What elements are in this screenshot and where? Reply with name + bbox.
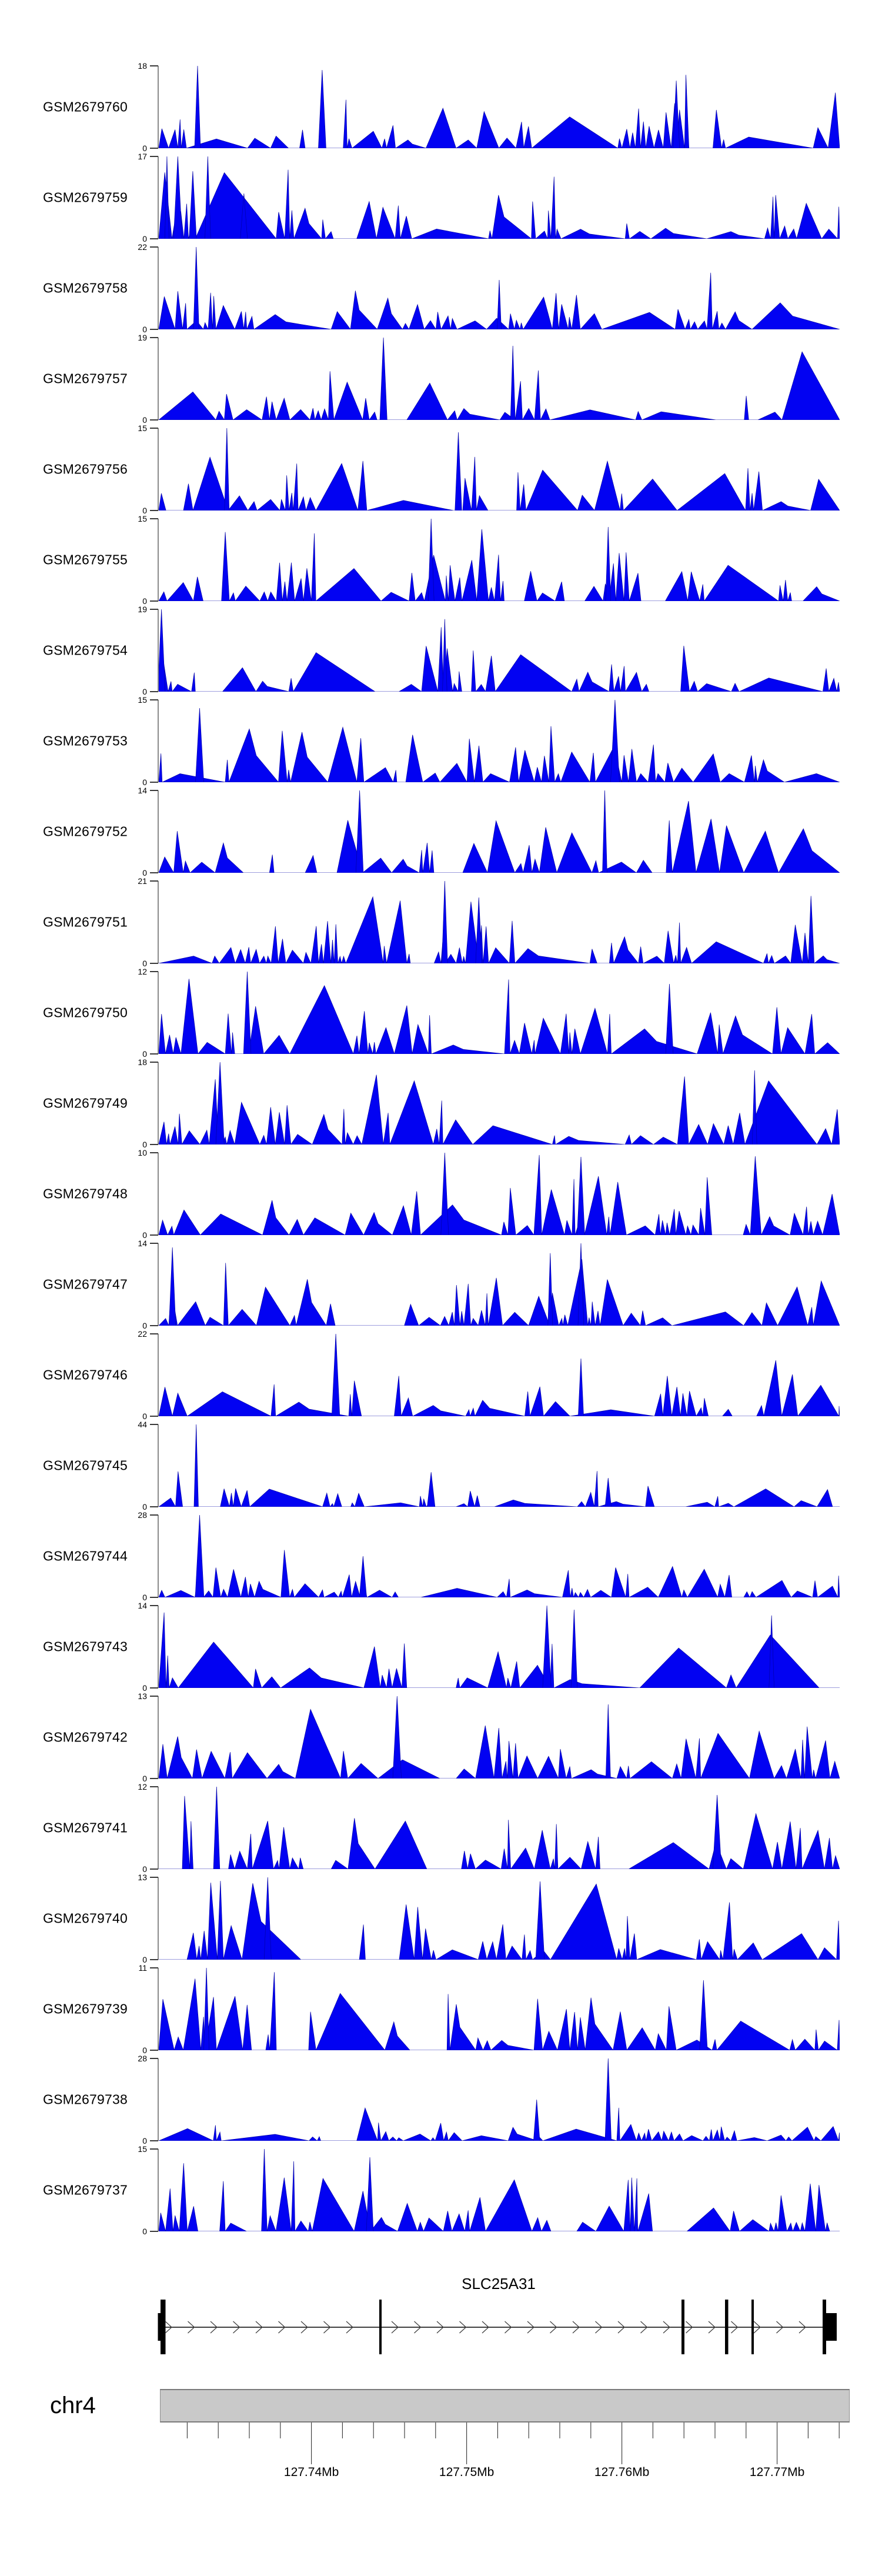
y-axis-zero-label: 0	[142, 1774, 147, 1783]
y-axis-max-label: 21	[138, 876, 147, 886]
gene-model-track	[0, 2267, 882, 2370]
chromosome-label: chr4	[50, 2393, 96, 2418]
track-label: GSM2679753	[43, 733, 128, 749]
y-axis-zero-tick	[150, 329, 158, 330]
track-label: GSM2679750	[43, 1005, 128, 1020]
y-axis-top-tick	[150, 1605, 158, 1606]
coverage-area-plot	[159, 1787, 840, 1869]
coverage-area-plot	[159, 790, 840, 873]
coverage-peak	[204, 1968, 209, 2050]
coverage-peak	[393, 1696, 402, 1778]
track-label: GSM2679756	[43, 461, 128, 477]
coverage-peak	[264, 1877, 271, 1960]
coverage-peak	[195, 66, 201, 148]
coverage-peak	[380, 338, 387, 420]
signal-track	[0, 1420, 882, 1511]
track-label: GSM2679737	[43, 2182, 128, 2198]
signal-track	[0, 1963, 882, 2055]
coverage-peak	[359, 1556, 366, 1597]
y-axis-max-label: 15	[138, 423, 147, 433]
ruler-tick-marks	[0, 2422, 882, 2468]
y-axis-zero-label: 0	[142, 144, 147, 153]
y-axis-max-label: 15	[138, 2144, 147, 2154]
y-axis-top-tick	[150, 1243, 158, 1244]
coverage-polygon	[159, 75, 840, 148]
track-label: GSM2679739	[43, 2001, 128, 2017]
coverage-area-plot	[159, 1877, 840, 1960]
coverage-peak	[205, 156, 211, 239]
coverage-area-plot	[159, 881, 840, 963]
signal-track	[0, 1148, 882, 1240]
y-axis-max-label: 19	[138, 333, 147, 342]
y-axis-max-label: 28	[138, 1510, 147, 1520]
coverage-area-plot	[159, 1062, 840, 1144]
y-axis-zero-label: 0	[142, 415, 147, 425]
coverage-polygon	[159, 1075, 840, 1145]
coverage-peak	[713, 1795, 721, 1869]
y-axis-zero-label: 0	[142, 1864, 147, 1874]
track-label: GSM2679741	[43, 1820, 128, 1836]
coverage-peak	[173, 156, 182, 239]
coverage-peak	[543, 1606, 551, 1688]
coverage-peak	[666, 984, 673, 1054]
y-axis-zero-tick	[150, 1325, 158, 1326]
y-axis-top-tick	[150, 246, 158, 248]
y-axis-top-tick	[150, 609, 158, 610]
coverage-polygon	[159, 1155, 840, 1235]
track-label: GSM2679749	[43, 1095, 128, 1111]
coverage-area-plot	[159, 2058, 840, 2141]
coverage-peak	[752, 1070, 757, 1144]
coverage-polygon	[159, 1709, 840, 1778]
signal-track	[0, 786, 882, 877]
coverage-peak	[225, 428, 229, 510]
track-label: GSM2679760	[43, 99, 128, 115]
coverage-polygon	[159, 801, 840, 873]
y-axis-zero-tick	[150, 419, 158, 421]
coverage-peak	[356, 790, 363, 873]
y-axis-top-tick	[150, 65, 158, 66]
coverage-peak	[606, 1704, 610, 1778]
y-axis-top-tick	[150, 1333, 158, 1334]
signal-track	[0, 1239, 882, 1330]
coverage-area-plot	[159, 1243, 840, 1326]
y-axis-zero-tick	[150, 148, 158, 149]
signal-track	[0, 876, 882, 968]
y-axis-top-tick	[150, 880, 158, 882]
coverage-area-plot	[159, 428, 840, 510]
coverage-polygon	[159, 170, 840, 239]
y-axis-top-tick	[150, 156, 158, 157]
coverage-polygon	[159, 726, 840, 782]
signal-track	[0, 514, 882, 606]
coverage-peak	[536, 1881, 544, 1960]
coverage-polygon	[159, 1550, 840, 1598]
signal-track	[0, 1329, 882, 1421]
y-axis-zero-label: 0	[142, 2046, 147, 2055]
coverage-peak	[510, 346, 515, 420]
y-axis-top-tick	[150, 1152, 158, 1153]
exon-bar	[681, 2300, 684, 2354]
coverage-polygon	[159, 1972, 840, 2050]
coverage-peak	[606, 527, 611, 601]
track-label: GSM2679748	[43, 1186, 128, 1202]
y-axis-max-label: 18	[138, 1057, 147, 1067]
y-axis-max-label: 22	[138, 1329, 147, 1339]
coverage-area-plot	[159, 1515, 840, 1597]
y-axis-zero-tick	[150, 1053, 158, 1055]
coverage-area-plot	[159, 1334, 840, 1416]
coverage-peak	[497, 280, 502, 329]
coverage-area-plot	[159, 66, 840, 148]
y-axis-max-label: 15	[138, 514, 147, 523]
track-label: GSM2679747	[43, 1276, 128, 1292]
y-axis-top-tick	[150, 428, 158, 429]
y-axis-top-tick	[150, 1786, 158, 1787]
y-axis-max-label: 11	[138, 1963, 147, 1973]
y-axis-zero-tick	[150, 600, 158, 602]
coverage-area-plot	[159, 972, 840, 1054]
y-axis-max-label: 44	[138, 1420, 147, 1429]
y-axis-max-label: 19	[138, 605, 147, 614]
y-axis-max-label: 14	[138, 786, 147, 795]
y-axis-max-label: 13	[138, 1691, 147, 1701]
exon-bar	[751, 2300, 754, 2354]
y-axis-zero-tick	[150, 963, 158, 964]
coverage-polygon	[159, 2161, 840, 2231]
y-axis-top-tick	[150, 2058, 158, 2059]
y-axis-zero-tick	[150, 691, 158, 692]
y-axis-zero-label: 0	[142, 2136, 147, 2145]
coverage-polygon	[159, 1613, 840, 1688]
y-axis-top-tick	[150, 518, 158, 519]
exon-utr-box	[158, 2313, 161, 2341]
coverage-peak	[571, 1610, 577, 1688]
y-axis-zero-label: 0	[142, 2227, 147, 2236]
y-axis-zero-label: 0	[142, 1140, 147, 1149]
coverage-peak	[605, 1478, 611, 1507]
coverage-polygon	[159, 1471, 840, 1507]
coverage-peak	[610, 700, 619, 782]
signal-track	[0, 1691, 882, 1783]
coverage-peak	[366, 2157, 373, 2231]
signal-track	[0, 605, 882, 696]
exon-bar	[161, 2300, 166, 2354]
track-label: GSM2679742	[43, 1729, 128, 1745]
y-axis-zero-label: 0	[142, 506, 147, 515]
y-axis-zero-tick	[150, 2231, 158, 2232]
coverage-peak	[159, 609, 165, 692]
track-label: GSM2679755	[43, 552, 128, 568]
track-label: GSM2679745	[43, 1457, 128, 1473]
y-axis-top-tick	[150, 790, 158, 791]
y-axis-zero-label: 0	[142, 234, 147, 243]
y-axis-zero-label: 0	[142, 1049, 147, 1059]
coverage-peak	[195, 1515, 204, 1597]
y-axis-max-label: 18	[138, 61, 147, 71]
y-axis-zero-tick	[150, 1597, 158, 1598]
coordinate-label: 127.76Mb	[594, 2465, 650, 2479]
signal-track	[0, 1873, 882, 1964]
coverage-polygon	[159, 457, 840, 510]
y-axis-zero-tick	[150, 510, 158, 511]
signal-track	[0, 2054, 882, 2145]
coverage-peak	[213, 1787, 220, 1869]
y-axis-top-tick	[150, 337, 158, 338]
track-label: GSM2679746	[43, 1367, 128, 1383]
coverage-peak	[169, 1247, 176, 1326]
chromosome-ideogram-bar	[160, 2389, 850, 2422]
y-axis-zero-label: 0	[142, 1683, 147, 1693]
coverage-peak	[443, 619, 447, 692]
y-axis-zero-tick	[150, 872, 158, 873]
y-axis-top-tick	[150, 1877, 158, 1878]
coverage-peak	[700, 1980, 707, 2050]
y-axis-zero-tick	[150, 1868, 158, 1870]
signal-track	[0, 61, 882, 153]
signal-track	[0, 1782, 882, 1874]
exon-bar	[725, 2300, 729, 2354]
y-axis-zero-label: 0	[142, 325, 147, 334]
coverage-area-plot	[159, 338, 840, 420]
coverage-polygon	[159, 1259, 840, 1326]
y-axis-top-tick	[150, 1514, 158, 1516]
signal-track	[0, 423, 882, 515]
coverage-peak	[189, 171, 196, 239]
signal-track	[0, 333, 882, 425]
y-axis-max-label: 12	[138, 1782, 147, 1791]
y-axis-top-tick	[150, 1062, 158, 1063]
track-label: GSM2679751	[43, 914, 128, 930]
signal-track	[0, 242, 882, 334]
y-axis-max-label: 13	[138, 1873, 147, 1882]
y-axis-zero-tick	[150, 782, 158, 783]
y-axis-top-tick	[150, 1967, 158, 1968]
gene-name-label: SLC25A31	[462, 2275, 536, 2293]
track-label: GSM2679738	[43, 2091, 128, 2107]
coverage-peak	[216, 1062, 224, 1144]
signal-track	[0, 1510, 882, 1602]
y-axis-zero-label: 0	[142, 868, 147, 877]
y-axis-max-label: 17	[138, 152, 147, 161]
y-axis-zero-label: 0	[142, 1502, 147, 1511]
coverage-peak	[442, 881, 448, 963]
coverage-peak	[603, 790, 607, 873]
y-axis-zero-label: 0	[142, 1230, 147, 1240]
coverage-peak	[193, 247, 199, 329]
y-axis-top-tick	[150, 1696, 158, 1697]
coverage-area-plot	[159, 1696, 840, 1778]
signal-track	[0, 152, 882, 243]
y-axis-zero-tick	[150, 1778, 158, 1779]
y-axis-max-label: 10	[138, 1148, 147, 1157]
y-axis-zero-tick	[150, 1144, 158, 1145]
coverage-peak	[427, 1472, 435, 1507]
track-label: GSM2679759	[43, 189, 128, 205]
exon-bar	[823, 2300, 826, 2354]
coverage-polygon	[159, 896, 840, 963]
track-label: GSM2679740	[43, 1910, 128, 1926]
y-axis-max-label: 14	[138, 1239, 147, 1248]
coverage-peak	[578, 1359, 583, 1416]
signal-track	[0, 1057, 882, 1149]
coverage-area-plot	[159, 1606, 840, 1688]
coverage-area-plot	[159, 1153, 840, 1235]
y-axis-zero-tick	[150, 1687, 158, 1689]
coverage-peak	[332, 1334, 340, 1416]
exon-utr-box	[826, 2313, 837, 2341]
y-axis-max-label: 15	[138, 695, 147, 705]
coverage-area-plot	[159, 156, 840, 239]
coverage-polygon	[159, 352, 840, 420]
y-axis-max-label: 12	[138, 967, 147, 976]
y-axis-zero-tick	[150, 1234, 158, 1236]
coverage-peak	[455, 432, 462, 510]
coverage-peak	[262, 2149, 268, 2231]
coverage-area-plot	[159, 700, 840, 782]
y-axis-top-tick	[150, 1424, 158, 1425]
coverage-peak	[196, 708, 204, 782]
y-axis-zero-label: 0	[142, 1593, 147, 1602]
y-axis-zero-label: 0	[142, 959, 147, 968]
y-axis-zero-tick	[150, 1506, 158, 1507]
coverage-peak	[548, 1253, 553, 1326]
coverage-area-plot	[159, 609, 840, 692]
coverage-peak	[194, 1424, 198, 1507]
y-axis-zero-tick	[150, 1959, 158, 1960]
y-axis-top-tick	[150, 699, 158, 700]
y-axis-zero-tick	[150, 2140, 158, 2141]
coverage-polygon	[159, 979, 840, 1054]
coordinate-label: 127.77Mb	[749, 2465, 805, 2479]
track-label: GSM2679754	[43, 642, 128, 658]
coordinate-label: 127.74Mb	[283, 2465, 339, 2479]
coverage-polygon	[159, 1881, 840, 1960]
signal-track	[0, 695, 882, 787]
signal-track	[0, 2144, 882, 2236]
coverage-area-plot	[159, 247, 840, 329]
y-axis-zero-label: 0	[142, 596, 147, 606]
coverage-peak	[243, 972, 251, 1054]
coverage-area-plot	[159, 2149, 840, 2231]
track-label: GSM2679743	[43, 1639, 128, 1654]
coverage-polygon	[159, 529, 840, 601]
y-axis-zero-label: 0	[142, 1955, 147, 1964]
y-axis-zero-label: 0	[142, 1321, 147, 1330]
coverage-peak	[441, 1153, 449, 1235]
exon-bar	[379, 2300, 382, 2354]
coverage-polygon	[159, 628, 840, 692]
y-axis-max-label: 14	[138, 1601, 147, 1610]
coverage-peak	[577, 1157, 585, 1235]
y-axis-zero-tick	[150, 2050, 158, 2051]
y-axis-zero-label: 0	[142, 778, 147, 787]
y-axis-zero-label: 0	[142, 1412, 147, 1421]
track-label: GSM2679758	[43, 280, 128, 296]
y-axis-zero-tick	[150, 238, 158, 239]
signal-track	[0, 967, 882, 1059]
coverage-polygon	[159, 1796, 840, 1869]
signal-track	[0, 1601, 882, 1693]
coverage-peak	[533, 2100, 540, 2141]
coordinate-label: 127.75Mb	[439, 2465, 495, 2479]
track-label: GSM2679752	[43, 823, 128, 839]
coverage-area-plot	[159, 519, 840, 601]
coverage-area-plot	[159, 1424, 840, 1507]
y-axis-zero-tick	[150, 1416, 158, 1417]
coverage-peak	[605, 2058, 612, 2141]
y-axis-top-tick	[150, 971, 158, 972]
y-axis-zero-label: 0	[142, 687, 147, 696]
track-label: GSM2679757	[43, 371, 128, 386]
coverage-peak	[319, 70, 326, 148]
coverage-polygon	[159, 1360, 840, 1416]
track-label: GSM2679744	[43, 1548, 128, 1564]
y-axis-top-tick	[150, 2148, 158, 2150]
coverage-polygon	[159, 2108, 840, 2141]
y-axis-max-label: 22	[138, 242, 147, 252]
coverage-area-plot	[159, 1968, 840, 2050]
y-axis-max-label: 28	[138, 2054, 147, 2063]
